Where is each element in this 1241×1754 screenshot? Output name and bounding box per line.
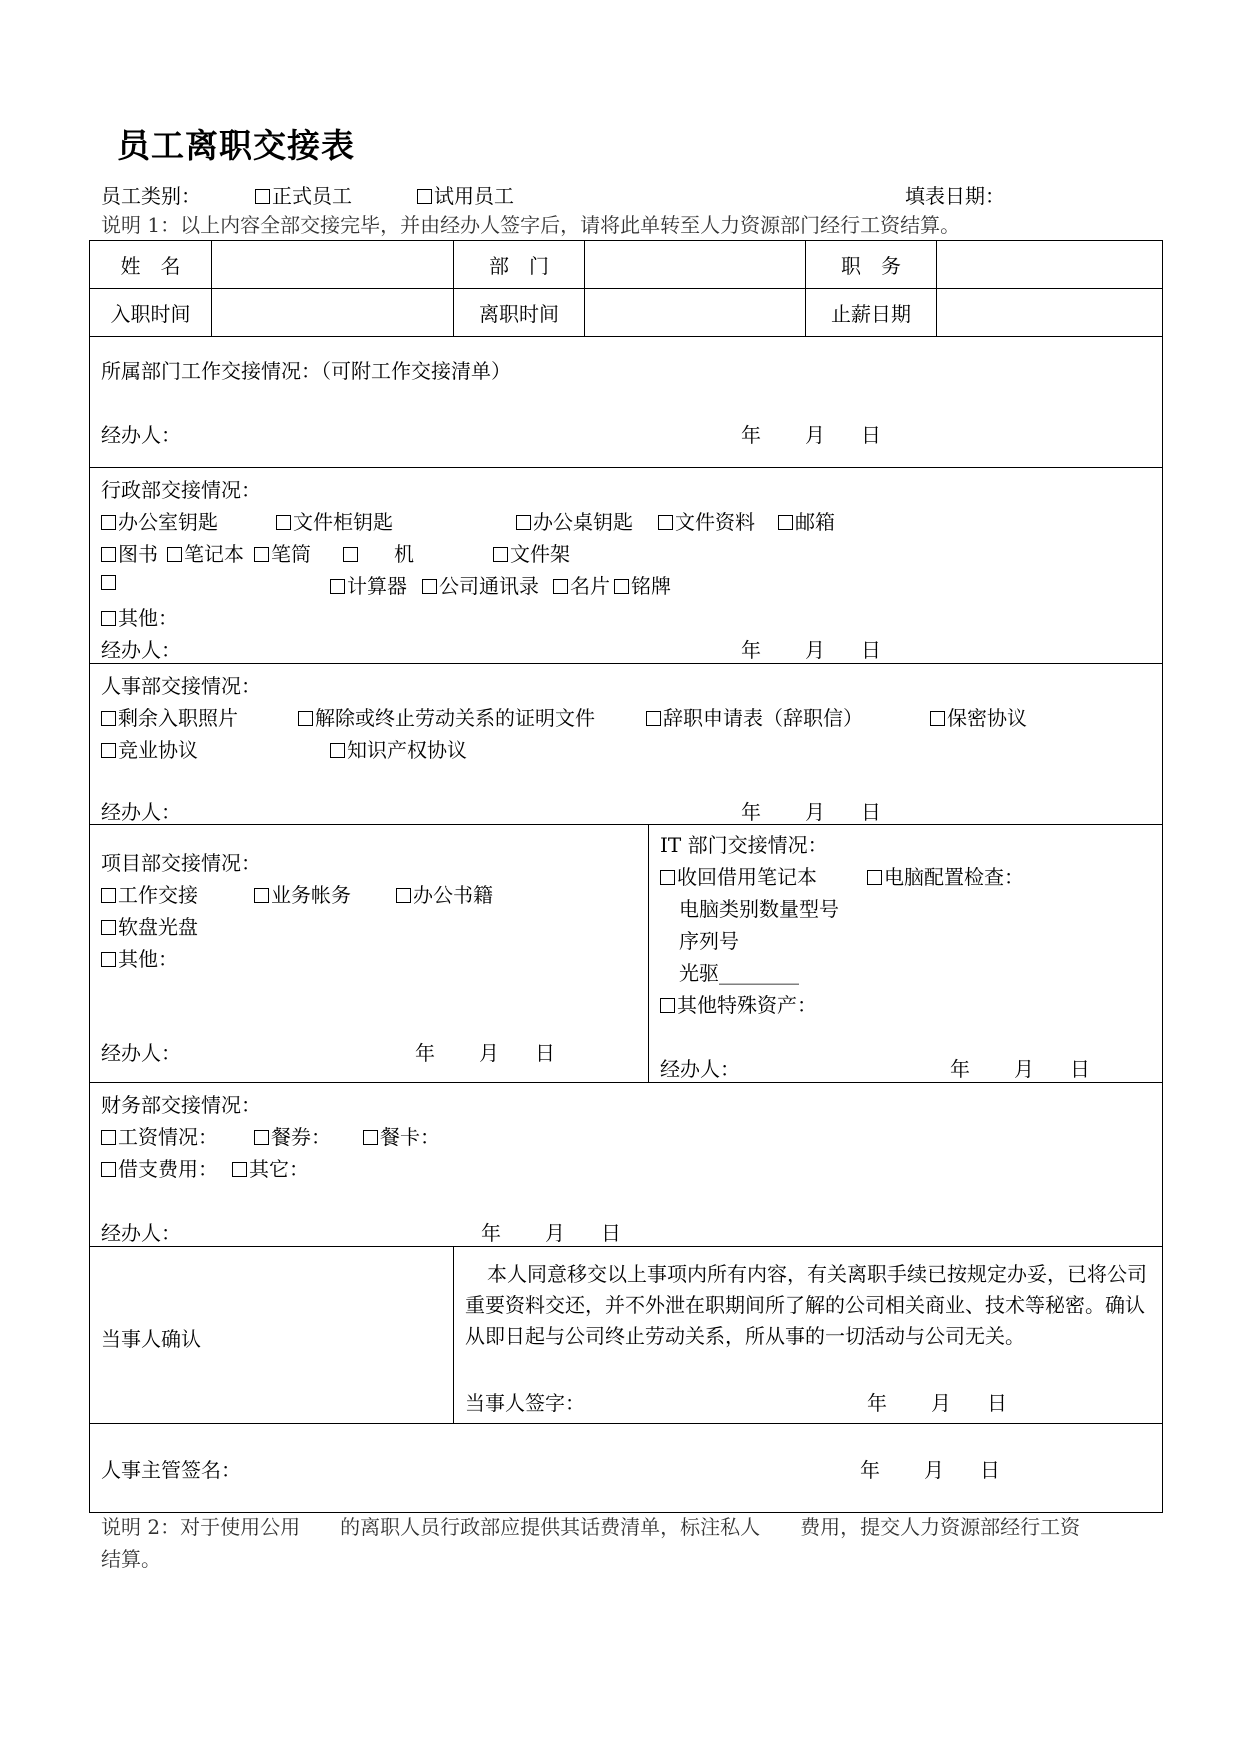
checkbox-icon[interactable] <box>101 888 116 903</box>
checkbox-icon[interactable] <box>101 611 116 626</box>
sign-date: 年 月 日 <box>481 1221 621 1245</box>
checkbox-icon[interactable] <box>255 189 270 204</box>
checkbox-icon[interactable] <box>778 515 793 530</box>
name-label: 姓 名 <box>90 241 212 289</box>
checkbox-icon[interactable] <box>553 579 568 594</box>
checkbox-icon[interactable] <box>101 1162 116 1177</box>
sign-date: 年 月 日 <box>741 423 881 447</box>
sign-date: 年 月 日 <box>950 1057 1090 1081</box>
admin-item[interactable]: 名片 <box>553 570 610 599</box>
sign-date: 年 月 日 <box>415 1041 555 1065</box>
handler-label: 经办人： <box>660 1057 740 1081</box>
confirm-statement: 本人同意移交以上事项内所有内容，有关离职手续已按规定办妥，已将公司重要资料交还，并不外泄在职期间所了解的公司相关商业、技术等秘密。确认从即日起与公司终止劳动关系，所从事的一切活动与公司无关。 <box>465 1262 1147 1348</box>
leave-date-label: 离职时间 <box>454 289 585 337</box>
checkbox-icon[interactable] <box>658 515 673 530</box>
admin-handover-title: 行政部交接情况： <box>101 478 261 502</box>
name-field[interactable] <box>212 241 454 289</box>
hr-item[interactable]: 竞业协议 <box>101 734 198 763</box>
checkbox-icon[interactable] <box>516 515 531 530</box>
admin-item[interactable]: 计算器 <box>330 570 407 599</box>
hr-handover-section <box>90 664 1163 825</box>
it-handover-section <box>649 825 1163 1083</box>
note-1: 说明 1：以上内容全部交接完毕，并由经办人签字后，请将此单转至人力资源部门经行工资结算。 <box>101 213 961 237</box>
position-label: 职 务 <box>806 241 937 289</box>
admin-item[interactable]: 文件资料 <box>658 506 755 535</box>
checkbox-icon[interactable] <box>101 1130 116 1145</box>
sign-date: 年 月 日 <box>867 1391 1007 1415</box>
it-item[interactable]: 电脑配置检查： <box>867 861 1024 890</box>
note-2-line-2: 结算。 <box>101 1547 161 1571</box>
checkbox-icon[interactable] <box>101 547 116 562</box>
hr-item[interactable]: 解除或终止劳动关系的证明文件 <box>298 702 595 731</box>
handler-label: 经办人： <box>101 638 181 662</box>
confirm-label-cell <box>90 1247 454 1424</box>
checkbox-icon[interactable] <box>101 920 116 935</box>
checkbox-icon[interactable] <box>330 743 345 758</box>
finance-item[interactable]: 餐券： <box>254 1121 331 1150</box>
fill-date-label: 填表日期： <box>905 184 1005 208</box>
it-handover-title: IT 部门交接情况： <box>660 833 828 857</box>
it-item[interactable]: 其他特殊资产： <box>660 989 817 1018</box>
admin-item[interactable]: 其他： <box>101 602 178 631</box>
handler-label: 经办人： <box>101 1041 181 1065</box>
checkbox-icon[interactable] <box>101 743 116 758</box>
hr-manager-label: 人事主管签名： <box>101 1458 241 1482</box>
project-item[interactable]: 其他： <box>101 943 178 972</box>
checkbox-icon[interactable] <box>646 711 661 726</box>
salary-stop-field[interactable] <box>937 289 1163 337</box>
admin-item[interactable]: 图书 <box>101 538 158 567</box>
checkbox-icon[interactable] <box>867 870 882 885</box>
checkbox-icon[interactable] <box>276 515 291 530</box>
admin-handover-section <box>90 468 1163 664</box>
checkbox-icon[interactable] <box>254 888 269 903</box>
checkbox-icon[interactable] <box>660 998 675 1013</box>
checkbox-icon[interactable] <box>101 711 116 726</box>
dept-label: 部 门 <box>454 241 585 289</box>
it-sub-item: 电脑类别数量型号 <box>679 897 839 921</box>
checkbox-icon[interactable] <box>493 547 508 562</box>
it-sub-item: 序列号 <box>679 929 739 953</box>
admin-item[interactable]: 文件架 <box>493 538 570 567</box>
checkbox-icon[interactable] <box>930 711 945 726</box>
admin-item[interactable]: 笔记本 <box>167 538 244 567</box>
it-sub-item: 光驱________ <box>679 961 799 985</box>
handler-label: 经办人： <box>101 423 181 447</box>
dept-handover-section <box>90 337 1163 468</box>
salary-stop-label: 止薪日期 <box>806 289 937 337</box>
note-2-line-1: 说明 2：对于使用公用 的离职人员行政部应提供其话费清单，标注私人 费用，提交人力资源部经行工资 <box>101 1515 1081 1539</box>
admin-item[interactable]: 铭牌 <box>614 570 671 599</box>
admin-item-blank[interactable] <box>101 570 118 594</box>
admin-item[interactable]: 公司通讯录 <box>422 570 539 599</box>
it-item[interactable]: 收回借用笔记本 <box>660 861 817 890</box>
admin-item[interactable]: 邮箱 <box>778 506 835 535</box>
position-field[interactable] <box>937 241 1163 289</box>
signature-label: 当事人签字： <box>465 1391 585 1415</box>
sign-date: 年 月 日 <box>741 638 881 662</box>
checkbox-icon[interactable] <box>167 547 182 562</box>
hr-item[interactable]: 知识产权协议 <box>330 734 467 763</box>
project-item[interactable]: 业务帐务 <box>254 879 351 908</box>
checkbox-icon[interactable] <box>396 888 411 903</box>
admin-item[interactable]: 机 <box>343 538 414 567</box>
checkbox-icon[interactable] <box>614 579 629 594</box>
checkbox-icon[interactable] <box>422 579 437 594</box>
checkbox-icon[interactable] <box>101 952 116 967</box>
checkbox-icon[interactable] <box>254 547 269 562</box>
join-date-field[interactable] <box>212 289 454 337</box>
checkbox-icon[interactable] <box>101 515 116 530</box>
handler-label: 经办人： <box>101 1221 181 1245</box>
admin-item[interactable]: 办公桌钥匙 <box>516 506 633 535</box>
finance-handover-section <box>90 1083 1163 1247</box>
hr-manager-section <box>90 1424 1163 1513</box>
project-item[interactable]: 软盘光盘 <box>101 911 198 940</box>
checkbox-icon[interactable] <box>232 1162 247 1177</box>
join-date-label: 入职时间 <box>90 289 212 337</box>
project-handover-title: 项目部交接情况： <box>101 851 261 875</box>
project-handover-section <box>90 825 649 1083</box>
checkbox-icon[interactable] <box>417 189 432 204</box>
page-title: 员工离职交接表 <box>117 126 355 165</box>
finance-item[interactable]: 借支费用： <box>101 1153 218 1182</box>
option-formal[interactable]: 正式员工 <box>255 180 352 209</box>
project-item[interactable]: 工作交接 <box>101 879 198 908</box>
category-label: 员工类别： <box>101 184 201 208</box>
checkbox-icon[interactable] <box>660 870 675 885</box>
dept-handover-title: 所属部门工作交接情况：（可附工作交接清单） <box>101 359 511 383</box>
checkbox-icon[interactable] <box>254 1130 269 1145</box>
dept-field[interactable] <box>585 241 806 289</box>
hr-handover-title: 人事部交接情况： <box>101 674 261 698</box>
leave-date-field[interactable] <box>585 289 806 337</box>
confirm-label: 当事人确认 <box>101 1327 201 1351</box>
admin-item[interactable]: 文件柜钥匙 <box>276 506 393 535</box>
handover-form <box>89 240 1163 1513</box>
checkbox-icon[interactable] <box>363 1130 378 1145</box>
admin-item[interactable]: 笔筒 <box>254 538 311 567</box>
sign-date: 年 月 日 <box>860 1458 1000 1482</box>
project-item[interactable]: 办公书籍 <box>396 879 493 908</box>
option-probation[interactable]: 试用员工 <box>417 180 514 209</box>
checkbox-icon[interactable] <box>330 579 345 594</box>
finance-item[interactable]: 工资情况： <box>101 1121 218 1150</box>
handler-label: 经办人： <box>101 800 181 824</box>
hr-item[interactable]: 辞职申请表（辞职信） <box>646 702 863 731</box>
checkbox-icon[interactable] <box>343 547 358 562</box>
sign-date: 年 月 日 <box>741 800 881 824</box>
finance-handover-title: 财务部交接情况： <box>101 1093 261 1117</box>
finance-item[interactable]: 餐卡： <box>363 1121 440 1150</box>
finance-item[interactable]: 其它： <box>232 1153 309 1182</box>
checkbox-icon[interactable] <box>298 711 313 726</box>
hr-item[interactable]: 保密协议 <box>930 702 1027 731</box>
admin-item[interactable]: 办公室钥匙 <box>101 506 218 535</box>
confirm-content <box>454 1247 1163 1424</box>
hr-item[interactable]: 剩余入职照片 <box>101 702 238 731</box>
checkbox-icon[interactable] <box>101 575 116 590</box>
